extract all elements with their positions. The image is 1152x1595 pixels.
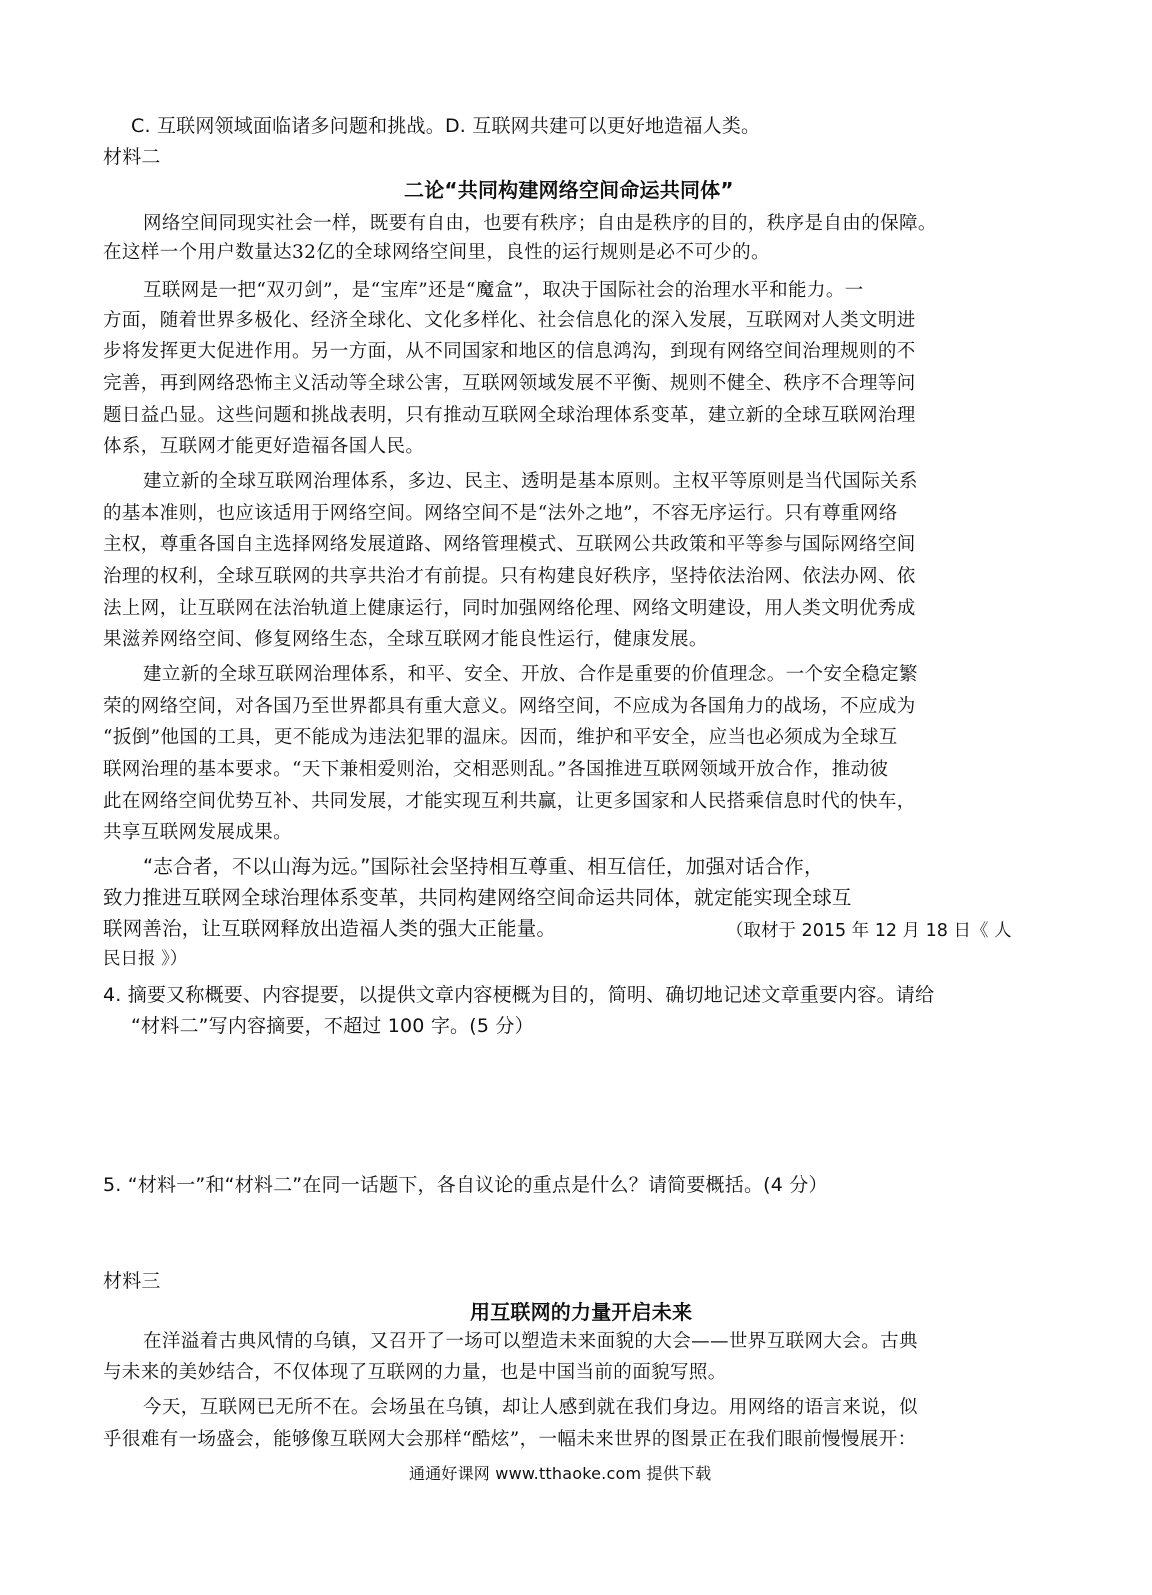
material2-p3-line1: 建立新的全球互联网治理体系，多边、民主、透明是基本原则。主权平等原则是当代国际关系 <box>143 471 918 492</box>
material2-source-line1: （取材于 2015 年 12 月 18 日《 人 <box>726 921 1012 941</box>
material2-p1-line2: 在这样一个用户数量达32亿的全球网络空间里，良性的运行规则是必不可少的。 <box>103 242 770 263</box>
material2-p3-line5: 法上网，让互联网在法治轨道上健康运行，同时加强网络伦理、网络文明建设，用人类文明优秀成 <box>103 598 916 619</box>
material3-p1-line2: 与未来的美妙结合，不仅体现了互联网的力量，也是中国当前的面貌写照。 <box>103 1362 727 1383</box>
material2-p4-line2: 荣的网络空间，对各国乃至世界都具有重大意义。网络空间，不应成为各国角力的战场，不应成为 <box>103 696 916 717</box>
material3-p2-line1: 今天，互联网已无所不在。会场虽在乌镇，却让人感到就在我们身边。用网络的语言来说，似 <box>143 1397 918 1418</box>
material2-label: 材料二 <box>103 146 161 168</box>
material2-p2-line2: 方面，随着世界多极化、经济全球化、文化多样化、社会信息化的深入发展，互联网对人类文明进 <box>103 310 916 331</box>
material2-p3-line6: 果滋养网络空间、修复网络生态，全球互联网才能良性运行，健康发展。 <box>103 629 708 650</box>
material2-p4-line3: “扳倒”他国的工具，更不能成为违法犯罪的温床。因而，维护和平安全，应当也必须成为全球互 <box>103 727 898 748</box>
material3-p1-line1: 在洋溢着古典风情的乌镇，又召开了一场可以塑造未来面貌的大会——世界互联网大会。古典 <box>143 1331 918 1352</box>
material2-p2-line6: 体系，互联网才能更好造福各国人民。 <box>103 436 425 457</box>
question-4-line1: 4. 摘要又称概要、内容提要，以提供文章内容梗概为目的，简明、确切地记述文章重要内容。请给 <box>103 984 935 1006</box>
material2-p3-line2: 的基本准则，也应该适用于网络空间。网络空间不是“法外之地”，不容无序运行。只有尊重网络 <box>103 503 898 524</box>
material2-source-line2: 民日报 》） <box>103 949 188 969</box>
material2-p2-line4: 完善，再到网络恐怖主义活动等全球公害，互联网领域发展不平衡、规则不健全、秩序不合理等问 <box>103 373 916 394</box>
material2-p4-line5: 此在网络空间优势互补、共同发展，才能实现互利共赢，让更多国家和人民搭乘信息时代的快车， <box>103 791 916 812</box>
material2-p5-line2: 致力推进互联网全球治理体系变革，共同构建网络空间命运共同体，就定能实现全球互 <box>103 886 852 909</box>
material2-p4-line4: 联网治理的基本要求。“天下兼相爱则治，交相恶则乱。”各国推进互联网领域开放合作，推动彼 <box>103 759 889 780</box>
question-4-line2: “材料二”写内容摘要，不超过 100 字。(5 分） <box>131 1015 534 1037</box>
material2-p5-line1: “志合者，不以山海为远。”国际社会坚持相互尊重、相互信任，加强对话合作， <box>143 855 824 878</box>
question-5: 5. “材料一”和“材料二”在同一话题下，各自议论的重点是什么？请简要概括。(4 分） <box>103 1174 828 1196</box>
options-line: C. 互联网领域面临诸多问题和挑战。D. 互联网共建可以更好地造福人类。 <box>131 115 761 137</box>
material2-p1-line1: 网络空间同现实社会一样，既要有自由，也要有秩序；自由是秩序的目的，秩序是自由的保障。 <box>143 213 937 234</box>
material2-p4-line6: 共享互联网发展成果。 <box>103 822 293 843</box>
material3-label: 材料三 <box>103 1270 161 1292</box>
material2-p5-line3: 联网善治，让互联网释放出造福人类的强大正能量。 <box>103 917 557 940</box>
material2-p3-line3: 主权，尊重各国自主选择网络发展道路、网络管理模式、互联网公共政策和平等参与国际网络空间 <box>103 534 916 555</box>
material2-p2-line1: 互联网是一把“双刃剑”，是“宝库”还是“魔盒”，取决于国际社会的治理水平和能力。一 <box>143 280 864 301</box>
material2-title: 二论“共同构建网络空间命运共同体” <box>404 178 734 202</box>
material2-p2-line3: 步将发挥更大促进作用。另一方面，从不同国家和地区的信息鸿沟，到现有网络空间治理规则的不 <box>103 341 916 362</box>
footer-download-notice: 通通好课网 www.tthaoke.com 提供下载 <box>409 1464 712 1483</box>
material2-p3-line4: 治理的权利，全球互联网的共享共治才有前提。只有构建良好秩序，坚持依法治网、依法办网、依 <box>103 566 916 587</box>
material2-p4-line1: 建立新的全球互联网治理体系，和平、安全、开放、合作是重要的价值理念。一个安全稳定繁 <box>143 664 918 685</box>
material3-p2-line2: 乎很难有一场盛会，能够像互联网大会那样“酷炫”，一幅未来世界的图景正在我们眼前慢慢展开： <box>103 1429 917 1450</box>
material3-title: 用互联网的力量开启未来 <box>470 1300 693 1324</box>
material2-p2-line5: 题日益凸显。这些问题和挑战表明，只有推动互联网全球治理体系变革，建立新的全球互联网治理 <box>103 405 916 426</box>
